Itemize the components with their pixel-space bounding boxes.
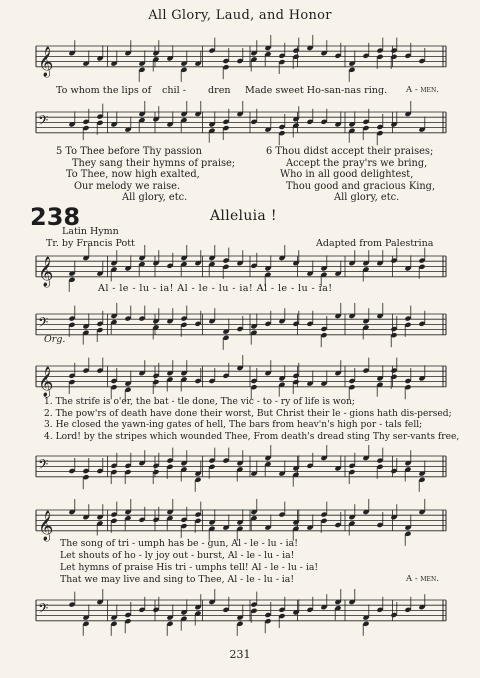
verse-lyrics-b: The song of tri - umph has be - gun, Al - le - lu - ia! Let shouts of ho - ly joy out - burst, Al - le - lu - ia! Let hymns of praise His tri - umphs tell! Al - le - lu - ia! That we may live and sing to Thee, Al - le - lu - ia!	[60, 538, 319, 585]
verse-5: 5 To Thee before Thy passion They sang their hymns of praise; To Thee, now high exalted, Our melody we raise. All glory, etc.	[56, 146, 236, 204]
top-lyric-2: chil -	[162, 85, 186, 96]
svg-text:𝄞: 𝄞	[38, 510, 54, 541]
svg-text:𝄢: 𝄢	[38, 456, 49, 476]
top-amen: A - men.	[406, 85, 439, 95]
top-bass-staff	[36, 108, 446, 140]
hymn-number: 238	[30, 203, 81, 231]
verse-bass-staff-1	[36, 452, 446, 486]
verse-6: 6 Thou didst accept their praises; Accept the pray'rs we bring, Who in all good delightest, Thou good and gracious King, All glory, etc.	[266, 146, 436, 204]
top-treble-staff	[36, 42, 446, 82]
top-lyric-3: dren	[208, 85, 231, 96]
top-hymn-title: All Glory, Laud, and Honor	[148, 8, 332, 23]
verse-bass-staff-2	[36, 596, 446, 630]
hymn-amen: A - men.	[406, 574, 439, 584]
svg-text:𝄞: 𝄞	[38, 256, 54, 287]
source-translator: Tr. by Francis Pott	[46, 238, 135, 249]
page-number: 231	[229, 648, 251, 661]
top-lyric-1: To whom the lips of	[56, 85, 152, 96]
verse-treble-staff-2	[36, 506, 446, 542]
intro-lyrics: Al - le - lu - ia! Al - le - lu - ia! Al - le - lu - ia!	[98, 283, 333, 294]
verse-treble-staff-1	[36, 362, 446, 398]
hymn-title: Alleluia !	[210, 208, 277, 224]
intro-bass-staff	[36, 310, 446, 340]
source-latin: Latin Hymn	[62, 226, 119, 237]
org-label: Org.	[44, 334, 66, 345]
svg-text:𝄞: 𝄞	[38, 46, 54, 77]
svg-text:𝄢: 𝄢	[38, 112, 49, 132]
svg-text:𝄢: 𝄢	[38, 314, 49, 334]
top-lyric-4: Made sweet Ho-san-nas ring.	[245, 85, 388, 96]
source-composer: Adapted from Palestrina	[316, 238, 434, 249]
intro-treble-staff	[36, 252, 446, 286]
verse-lyrics-a: 1. The strife is o'er, the bat - tle done, The vic - to - ry of life is won; 2. The pow'rs of death have done their worst, But Christ their le - gions hath dis-persed; 3. He closed the yawn-ing gates of hell, The bars from heav'n's high por - tals fell; 4. Lord! by the stripes which wounded Thee, From death's dread sting Thy ser-vants free,	[44, 397, 460, 442]
svg-text:𝄞: 𝄞	[38, 366, 54, 397]
svg-text:𝄢: 𝄢	[38, 600, 49, 620]
